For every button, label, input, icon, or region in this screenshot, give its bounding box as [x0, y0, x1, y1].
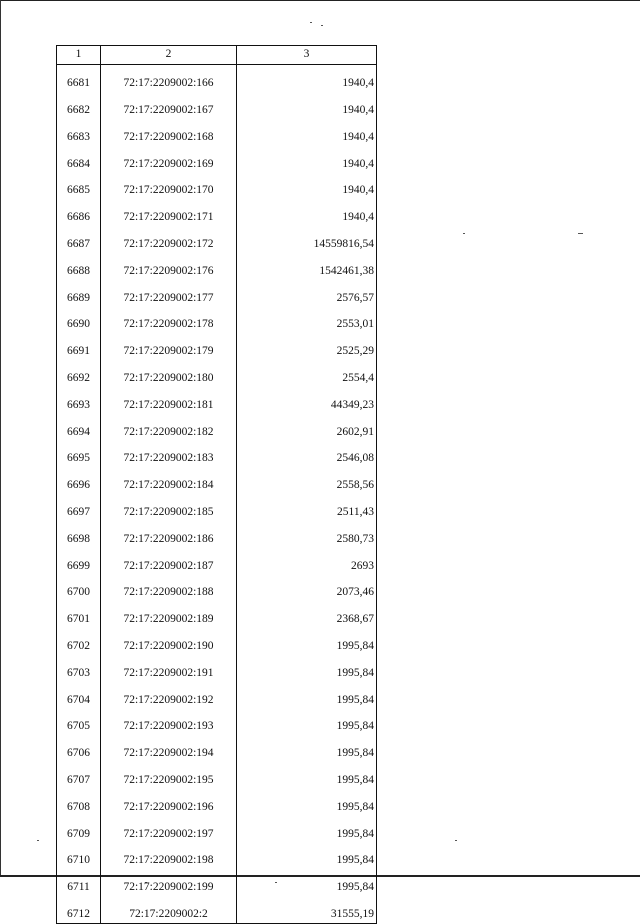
row-number-cell: 6709	[57, 815, 101, 842]
cadastral-number-cell: 72:17:2209002:169	[101, 145, 237, 172]
table-row	[57, 360, 377, 387]
value-cell: 1940,4	[237, 199, 377, 226]
row-number-cell: 6689	[57, 279, 101, 306]
row-number-cell: 6703	[57, 655, 101, 682]
cadastral-number-cell: 72:17:2209002:182	[101, 413, 237, 440]
row-number-cell: 6681	[57, 65, 101, 92]
cadastral-number-cell: 72:17:2209002:189	[101, 601, 237, 628]
table-row	[57, 145, 377, 172]
cadastral-number-cell: 72:17:2209002:198	[101, 842, 237, 869]
value-cell: 2525,29	[237, 333, 377, 360]
value-cell: 1995,84	[237, 815, 377, 842]
table-row	[57, 762, 377, 789]
table-row	[57, 547, 377, 574]
value-cell: 1995,84	[237, 708, 377, 735]
cadastral-number-cell: 72:17:2209002:177	[101, 279, 237, 306]
cadastral-number-cell: 72:17:2209002:171	[101, 199, 237, 226]
row-number-cell: 6685	[57, 172, 101, 199]
value-cell: 2368,67	[237, 601, 377, 628]
table-row	[57, 92, 377, 119]
row-number-cell: 6701	[57, 601, 101, 628]
cadastral-number-cell: 72:17:2209002:199	[101, 869, 237, 896]
cadastral-number-cell: 72:17:2209002:190	[101, 628, 237, 655]
table-row	[57, 119, 377, 146]
value-cell: 1995,84	[237, 681, 377, 708]
row-number-cell: 6690	[57, 306, 101, 333]
row-number-cell: 6694	[57, 413, 101, 440]
value-cell: 1995,84	[237, 628, 377, 655]
cadastral-number-cell: 72:17:2209002:194	[101, 735, 237, 762]
value-cell: 1542461,38	[237, 253, 377, 280]
table-row	[57, 628, 377, 655]
table-row	[57, 815, 377, 842]
scan-speck	[578, 233, 583, 234]
cadastral-number-cell: 72:17:2209002:170	[101, 172, 237, 199]
row-number-cell: 6692	[57, 360, 101, 387]
value-cell: 2073,46	[237, 574, 377, 601]
row-number-cell: 6705	[57, 708, 101, 735]
cadastral-number-cell: 72:17:2209002:183	[101, 440, 237, 467]
cadastral-number-cell: 72:17:2209002:179	[101, 333, 237, 360]
table-row	[57, 467, 377, 494]
cadastral-number-cell: 72:17:2209002:188	[101, 574, 237, 601]
value-cell: 44349,23	[237, 387, 377, 414]
column-header-2: 2	[101, 46, 237, 65]
cadastral-number-cell: 72:17:2209002:197	[101, 815, 237, 842]
cadastral-number-cell: 72:17:2209002:191	[101, 655, 237, 682]
table-row	[57, 521, 377, 548]
value-cell: 1995,84	[237, 655, 377, 682]
row-number-cell: 6704	[57, 681, 101, 708]
table-body	[57, 65, 377, 924]
cadastral-number-cell: 72:17:2209002:167	[101, 92, 237, 119]
table-row	[57, 842, 377, 869]
table-row	[57, 869, 377, 896]
row-number-cell: 6706	[57, 735, 101, 762]
table-row	[57, 65, 377, 92]
value-cell: 2576,57	[237, 279, 377, 306]
table-row	[57, 413, 377, 440]
page-top-edge	[0, 0, 640, 1]
scan-speck	[37, 840, 39, 841]
row-number-cell: 6700	[57, 574, 101, 601]
table-row	[57, 172, 377, 199]
cadastral-number-cell: 72:17:2209002:195	[101, 762, 237, 789]
cadastral-number-cell: 72:17:2209002:168	[101, 119, 237, 146]
value-cell: 2558,56	[237, 467, 377, 494]
table-row	[57, 440, 377, 467]
row-number-cell: 6688	[57, 253, 101, 280]
table-row	[57, 333, 377, 360]
cadastral-number-cell: 72:17:2209002:178	[101, 306, 237, 333]
row-number-cell: 6686	[57, 199, 101, 226]
cadastral-number-cell: 72:17:2209002:185	[101, 494, 237, 521]
row-number-cell: 6691	[57, 333, 101, 360]
table-row	[57, 655, 377, 682]
table-row	[57, 789, 377, 816]
cadastral-number-cell: 72:17:2209002:193	[101, 708, 237, 735]
value-cell: 2580,73	[237, 521, 377, 548]
row-number-cell: 6682	[57, 92, 101, 119]
value-cell: 1995,84	[237, 842, 377, 869]
value-cell: 1995,84	[237, 869, 377, 896]
cadastral-number-cell: 72:17:2209002:196	[101, 789, 237, 816]
table-row	[57, 681, 377, 708]
row-number-cell: 6698	[57, 521, 101, 548]
table-row	[57, 387, 377, 414]
value-cell: 2554,4	[237, 360, 377, 387]
value-cell: 1940,4	[237, 119, 377, 146]
table-row	[57, 253, 377, 280]
cadastral-number-cell: 72:17:2209002:184	[101, 467, 237, 494]
row-number-cell: 6695	[57, 440, 101, 467]
value-cell: 2553,01	[237, 306, 377, 333]
value-cell: 1940,4	[237, 65, 377, 92]
table-row	[57, 896, 377, 923]
table-row	[57, 306, 377, 333]
table-row	[57, 494, 377, 521]
row-number-cell: 6683	[57, 119, 101, 146]
row-number-cell: 6712	[57, 896, 101, 923]
value-cell: 1940,4	[237, 172, 377, 199]
table-row	[57, 601, 377, 628]
cadastral-number-cell: 72:17:2209002:186	[101, 521, 237, 548]
value-cell: 1940,4	[237, 92, 377, 119]
scan-speck	[455, 840, 457, 841]
cadastral-number-cell: 72:17:2209002:176	[101, 253, 237, 280]
cadastral-value-table	[56, 45, 377, 924]
column-header-3: 3	[237, 46, 377, 65]
value-cell: 2693	[237, 547, 377, 574]
scan-speck	[321, 25, 323, 26]
value-cell: 1995,84	[237, 762, 377, 789]
row-number-cell: 6696	[57, 467, 101, 494]
row-number-cell: 6702	[57, 628, 101, 655]
value-cell: 1995,84	[237, 735, 377, 762]
value-cell: 1940,4	[237, 145, 377, 172]
cadastral-number-cell: 72:17:2209002:2	[101, 896, 237, 923]
table-row	[57, 735, 377, 762]
table-row	[57, 199, 377, 226]
table-row	[57, 574, 377, 601]
value-cell: 2602,91	[237, 413, 377, 440]
table-header-row	[57, 46, 377, 65]
row-number-cell: 6687	[57, 226, 101, 253]
row-number-cell: 6708	[57, 789, 101, 816]
cadastral-number-cell: 72:17:2209002:187	[101, 547, 237, 574]
cadastral-number-cell: 72:17:2209002:172	[101, 226, 237, 253]
page-left-edge	[0, 0, 1, 877]
scan-speck	[310, 22, 312, 23]
cadastral-number-cell: 72:17:2209002:180	[101, 360, 237, 387]
scan-speck	[463, 233, 465, 234]
value-cell: 14559816,54	[237, 226, 377, 253]
table-row	[57, 708, 377, 735]
row-number-cell: 6707	[57, 762, 101, 789]
cadastral-number-cell: 72:17:2209002:166	[101, 65, 237, 92]
row-number-cell: 6711	[57, 869, 101, 896]
row-number-cell: 6697	[57, 494, 101, 521]
cadastral-number-cell: 72:17:2209002:192	[101, 681, 237, 708]
column-header-1: 1	[57, 46, 101, 65]
row-number-cell: 6710	[57, 842, 101, 869]
cadastral-number-cell: 72:17:2209002:181	[101, 387, 237, 414]
value-cell: 31555,19	[237, 896, 377, 923]
row-number-cell: 6693	[57, 387, 101, 414]
value-cell: 1995,84	[237, 789, 377, 816]
row-number-cell: 6684	[57, 145, 101, 172]
value-cell: 2546,08	[237, 440, 377, 467]
value-cell: 2511,43	[237, 494, 377, 521]
table-row	[57, 279, 377, 306]
row-number-cell: 6699	[57, 547, 101, 574]
table-row	[57, 226, 377, 253]
